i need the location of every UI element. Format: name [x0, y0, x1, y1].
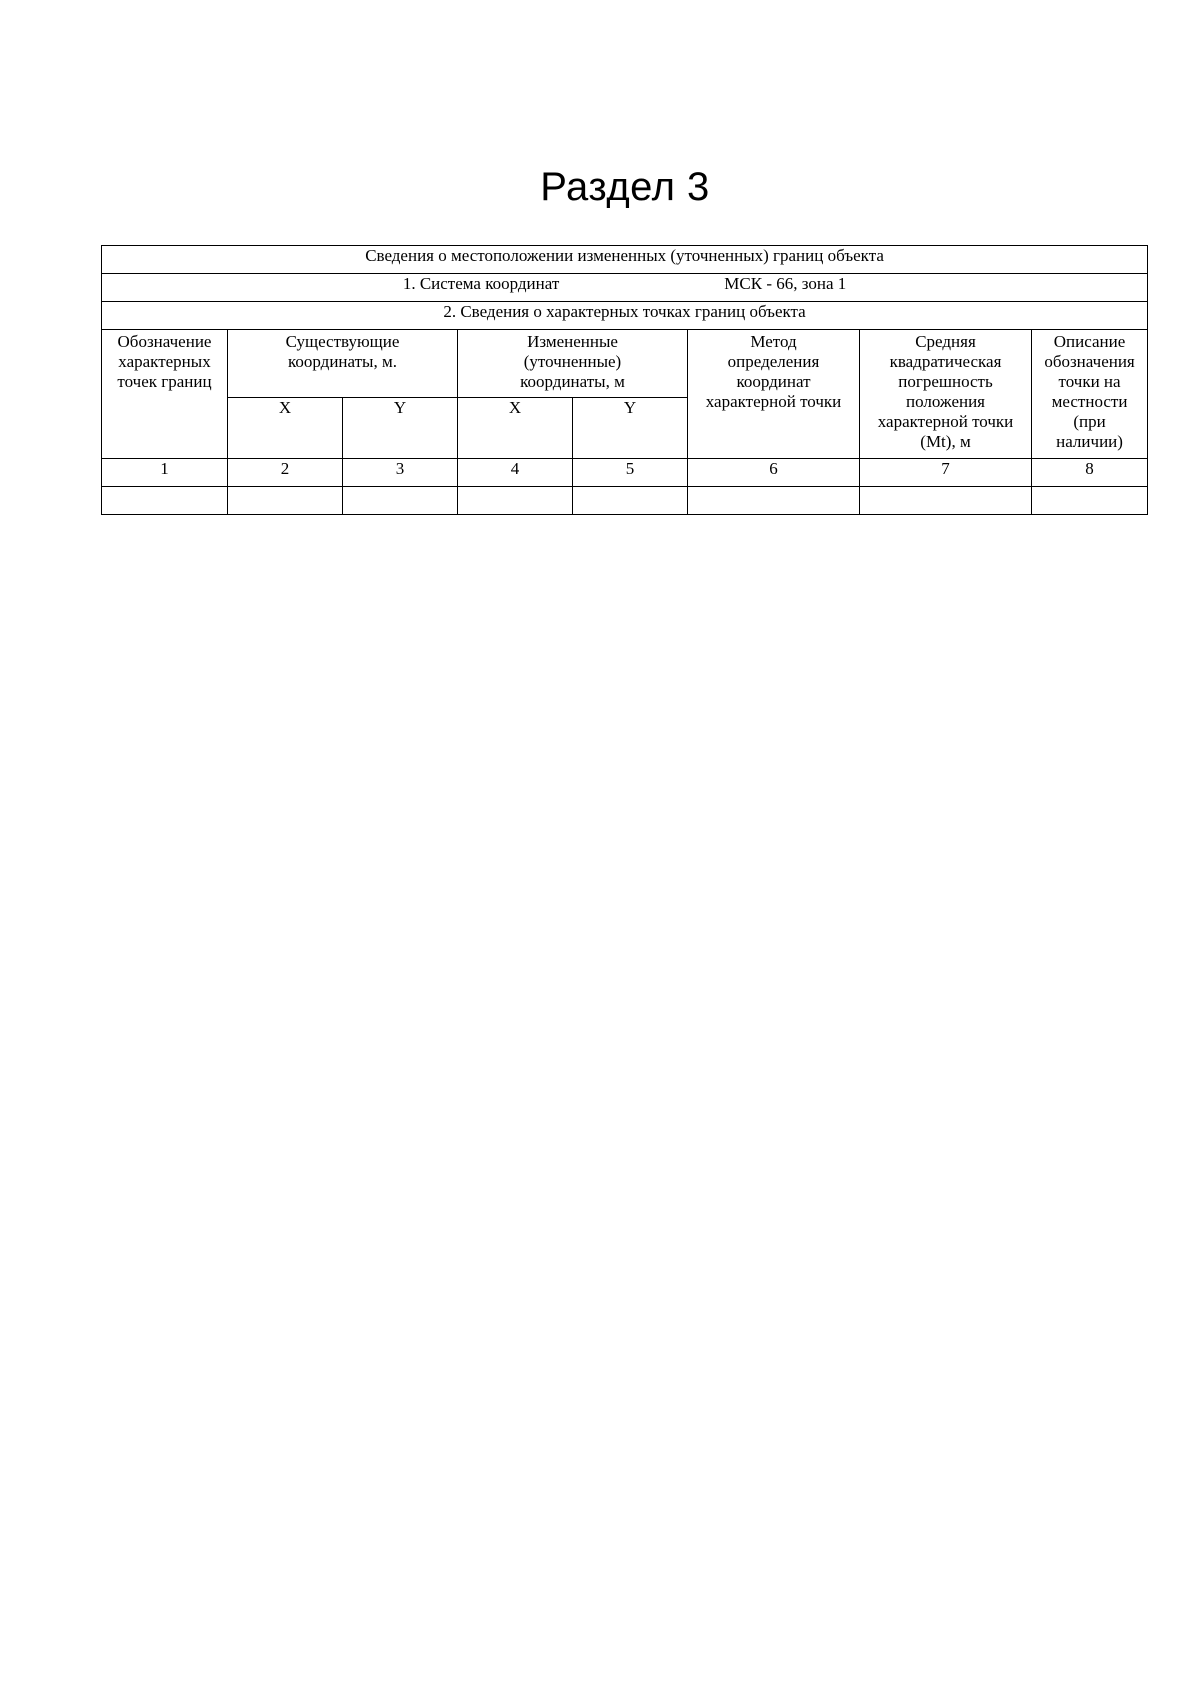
table-cell — [573, 487, 688, 515]
table-cell — [860, 487, 1032, 515]
header-text-line: обозначения — [1044, 352, 1135, 371]
column-number: 6 — [688, 459, 860, 487]
column-number: 1 — [102, 459, 228, 487]
points-section-title: 2. Сведения о характерных точках границ объекта — [102, 302, 1148, 330]
header-text-line: квадратическая — [889, 352, 1002, 371]
table-cell — [458, 487, 573, 515]
header-text-line: определения — [727, 352, 820, 371]
header-text-line: Обозначение — [117, 332, 212, 351]
table-cell — [228, 487, 343, 515]
header-text-line: местности — [1051, 392, 1128, 411]
header-text-line: точки на — [1058, 372, 1121, 391]
header-text-line: (при — [1073, 412, 1106, 431]
column-number: 3 — [343, 459, 458, 487]
header-point-designation — [102, 330, 228, 459]
table-cell — [343, 487, 458, 515]
page-title: Раздел 3 — [540, 165, 710, 209]
header-text-line: характерной точки — [705, 392, 842, 411]
column-number: 4 — [458, 459, 573, 487]
header-text-line: (Mt), м — [920, 432, 971, 451]
column-number: 2 — [228, 459, 343, 487]
header-text-line: Метод — [750, 332, 797, 351]
subheader-changed-y: Y — [573, 398, 688, 459]
table-cell — [688, 487, 860, 515]
header-text-line: (уточненные) — [523, 352, 622, 371]
table-caption: Сведения о местоположении измененных (уточненных) границ объекта — [102, 246, 1148, 274]
header-text-line: Измененные — [527, 332, 618, 351]
header-changed-coordinates — [458, 330, 688, 398]
column-number: 7 — [860, 459, 1032, 487]
table-cell — [1032, 487, 1148, 515]
coordinate-system-row — [102, 274, 1148, 302]
header-text-line: координаты, м. — [288, 352, 397, 371]
subheader-changed-x: X — [458, 398, 573, 459]
subheader-existing-y: Y — [343, 398, 458, 459]
header-text-line: наличии) — [1056, 432, 1123, 451]
header-text-line: характерной точки — [877, 412, 1014, 431]
coordinate-system-label: 1. Система координат — [402, 274, 560, 293]
header-text-line: погрешность — [898, 372, 993, 391]
header-text-line: характерных — [118, 352, 211, 371]
header-text-line: положения — [905, 392, 985, 411]
header-text-line: Средняя — [915, 332, 976, 351]
header-text-line: точек границ — [117, 372, 212, 391]
table-row — [102, 487, 1148, 515]
header-accuracy — [860, 330, 1032, 459]
table-cell — [102, 487, 228, 515]
subheader-existing-x: X — [228, 398, 343, 459]
column-number: 8 — [1032, 459, 1148, 487]
boundary-points-table — [101, 245, 1148, 515]
column-numbers-row — [102, 459, 1148, 487]
header-text-line: Существующие — [285, 332, 400, 351]
column-number: 5 — [573, 459, 688, 487]
header-method — [688, 330, 860, 459]
header-text-line: Описание — [1053, 332, 1126, 351]
coordinate-system-value: МСК - 66, зона 1 — [724, 274, 847, 293]
header-text-line: координаты, м — [520, 372, 625, 391]
header-existing-coordinates — [228, 330, 458, 398]
header-description — [1032, 330, 1148, 459]
header-text-line: координат — [736, 372, 811, 391]
